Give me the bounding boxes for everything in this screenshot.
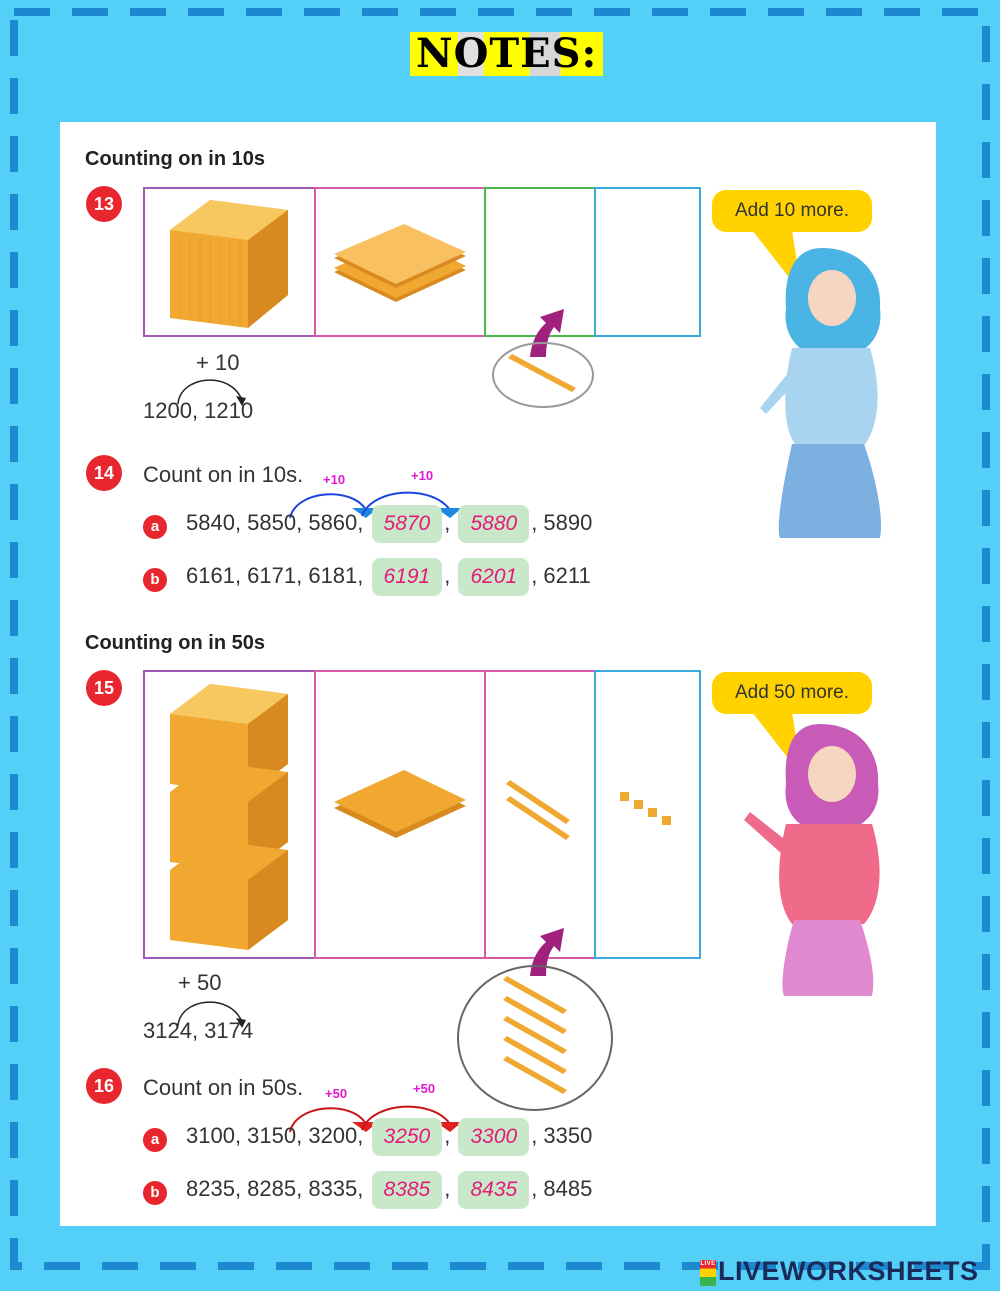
plus-label-3: +50 <box>325 1086 348 1101</box>
q13-jump-label: + 10 <box>196 350 240 375</box>
q14a-answer-2[interactable]: 5880 <box>458 505 529 543</box>
q15-example: 3124, 3174 <box>143 1018 254 1043</box>
speech-bubble-add-10: Add 10 more. <box>712 190 872 232</box>
q14a-answer-1[interactable]: 5870 <box>372 505 443 543</box>
girl-figure-blue <box>752 248 902 540</box>
section-heading-10s: Counting on in 10s <box>85 148 265 170</box>
q13-example: 1200, 1210 <box>143 398 254 423</box>
liveworksheets-logo: LIVELIVEWORKSHEETS <box>700 1256 979 1286</box>
page-title: NOTES: <box>410 32 603 76</box>
q16b-answer-1[interactable]: 8385 <box>372 1171 443 1209</box>
logo-badge: LIVE <box>700 1260 716 1286</box>
q16b-answer-2[interactable]: 8435 <box>458 1171 529 1209</box>
plus-label-1: +10 <box>323 472 346 487</box>
plus-label-4: +50 <box>413 1081 436 1096</box>
question-14-number: 14 <box>86 455 122 491</box>
q16b-label: b <box>143 1181 167 1205</box>
girl-figure-pink <box>740 724 900 1000</box>
q14b-label: b <box>143 568 167 592</box>
hundred-flat-icon <box>334 228 468 308</box>
thousand-cube-icon <box>170 684 290 954</box>
question-15-number: 15 <box>86 670 122 706</box>
q14a-label: a <box>143 515 167 539</box>
q16a-label: a <box>143 1128 167 1152</box>
q15-jump-label: + 50 <box>178 970 222 995</box>
q16a-sequence: 3100, 3150, 3200, 3250 , 3300 , 3350 <box>186 1118 592 1156</box>
hundred-flat-icon <box>334 768 468 842</box>
plus-label-2: +10 <box>411 468 434 483</box>
speech-bubble-add-50: Add 50 more. <box>712 672 872 714</box>
thousand-cube-icon <box>170 200 290 330</box>
one-unit-icon <box>618 790 678 834</box>
ten-rod-circle <box>488 340 598 410</box>
question-13-number: 13 <box>86 186 122 222</box>
ten-rod-icon <box>504 776 574 846</box>
section-heading-50s: Counting on in 50s <box>85 632 265 654</box>
q14b-answer-2[interactable]: 6201 <box>458 558 529 596</box>
q14b-answer-1[interactable]: 6191 <box>372 558 443 596</box>
q14a-sequence: 5840, 5850, 5860, 5870 , 5880 , 5890 <box>186 505 592 543</box>
q16-instruction: Count on in 50s. <box>143 1075 304 1100</box>
q14b-sequence: 6161, 6171, 6181, 6191 , 6201 , 6211 <box>186 558 591 596</box>
place-value-box-ones <box>594 187 701 337</box>
q14-instruction: Count on in 10s. <box>143 462 304 487</box>
question-16-number: 16 <box>86 1068 122 1104</box>
q16b-sequence: 8235, 8285, 8335, 8385 , 8435 , 8485 <box>186 1171 592 1209</box>
q16a-answer-2[interactable]: 3300 <box>458 1118 529 1156</box>
ten-rods-circle <box>455 962 615 1112</box>
q16a-answer-1[interactable]: 3250 <box>372 1118 443 1156</box>
